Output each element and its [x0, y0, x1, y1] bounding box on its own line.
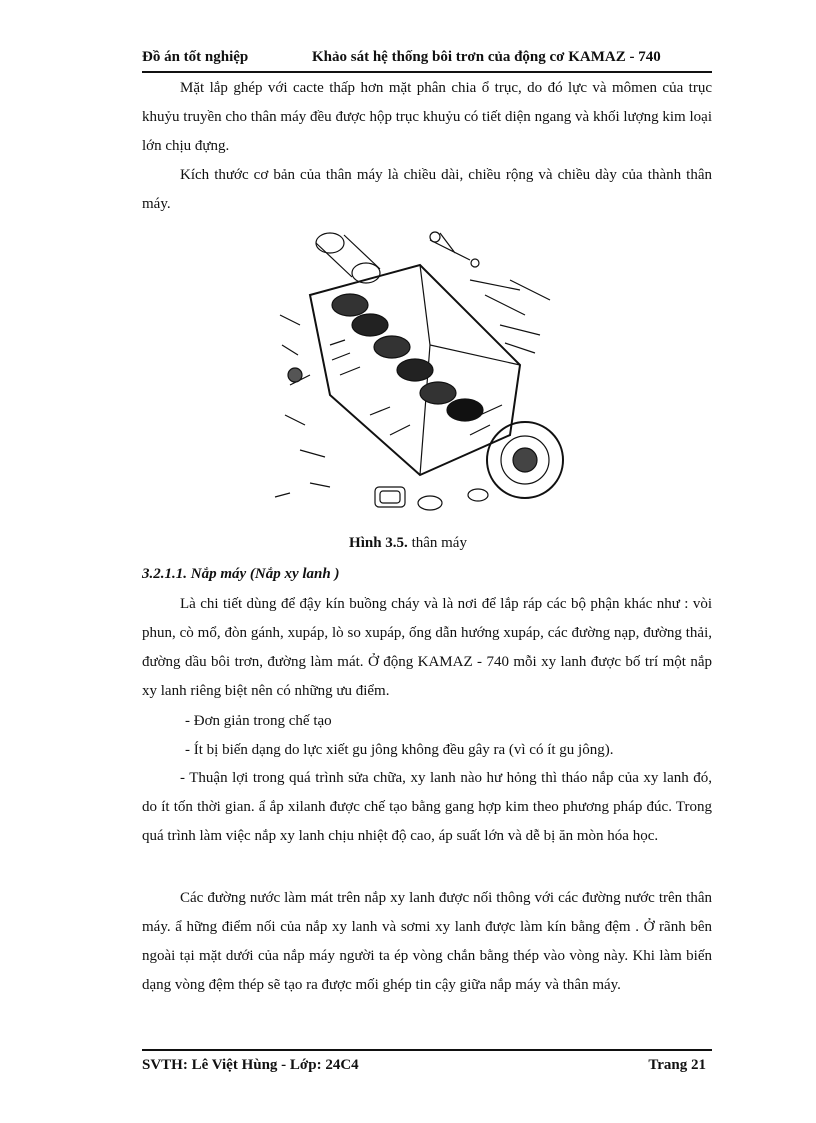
bullet-1: - Đơn giản trong chế tạo [185, 713, 332, 729]
footer-student-info: SVTH: Lê Việt Hùng - Lớp: 24C4 [142, 1057, 359, 1073]
figure-caption [0, 535, 816, 552]
intro-paragraph-1: Mặt lắp ghép với cacte thấp hơn mặt phân chia ổ trục, do đó lực và mômen của trục khuỷu truyền cho thân máy đều được hộp trục khuỷu có tiết diện ngang và khối lượng kim loại lớn chịu đựng. [142, 80, 712, 154]
page-footer [142, 1049, 712, 1077]
bullet-2: - Ít bị biến dạng do lực xiết gu jông không đều gây ra (vì có ít gu jông). [185, 742, 614, 758]
footer-page-number: Trang 21 [648, 1057, 706, 1073]
bullet-3-paragraph: - Thuận lợi trong quá trình sửa chữa, xy lanh nào hư hỏng thì tháo nắp của xy lanh đó, do ít tốn thời gian. ẩ ắp xilanh được chế tạo bằng gang hợp kim theo phương pháp đúc. Trong quá trình làm việc nắp xy lanh chịu nhiệt độ cao, áp suất lớn và dễ bị ăn mòn hóa học. [142, 770, 712, 844]
intro-paragraph-2: Kích thước cơ bản của thân máy là chiều dài, chiều rộng và chiều dày của thành thân máy. [142, 167, 712, 212]
section-paragraph-2: Các đường nước làm mát trên nắp xy lanh được nối thông với các đường nước trên thân máy. ẩ hững điểm nối của nắp xy lanh và sơmi xy lanh được làm kín bằng đệm . Ở rãnh bên ngoài tại mặt dưới của nắp máy người ta ép vòng chắn bằng thép vào vòng này. Khi làm biến dạng vòng đệm thép sẽ tạo ra được mối ghép tin cậy giữa nắp máy và thân máy. [142, 890, 712, 993]
figure-caption-text: thân máy [407, 535, 467, 551]
figure-label: Hình 3.5. [349, 535, 408, 551]
page-header [142, 47, 712, 73]
section-heading: 3.2.1.1. Nắp máy (Nắp xy lanh ) [142, 566, 340, 582]
section-paragraph-1: Là chi tiết dùng để đậy kín buồng cháy và là nơi để lắp ráp các bộ phận khác như : vòi phun, cò mổ, đòn gánh, xupáp, lò so xupáp, ống dẫn hướng xupáp, các đường nạp, đường thải, đường dầu bôi trơn, đường làm mát. Ở động KAMAZ - 740 mỗi xy lanh được bố trí một nắp xy lanh riêng biệt nên có những ưu điểm. [142, 596, 712, 699]
engine-block-illustration [270, 225, 580, 525]
header-document-title: Khảo sát hệ thống bôi trơn của động cơ KAMAZ - 740 [312, 49, 661, 65]
header-thesis-label: Đồ án tốt nghiệp [142, 49, 249, 65]
